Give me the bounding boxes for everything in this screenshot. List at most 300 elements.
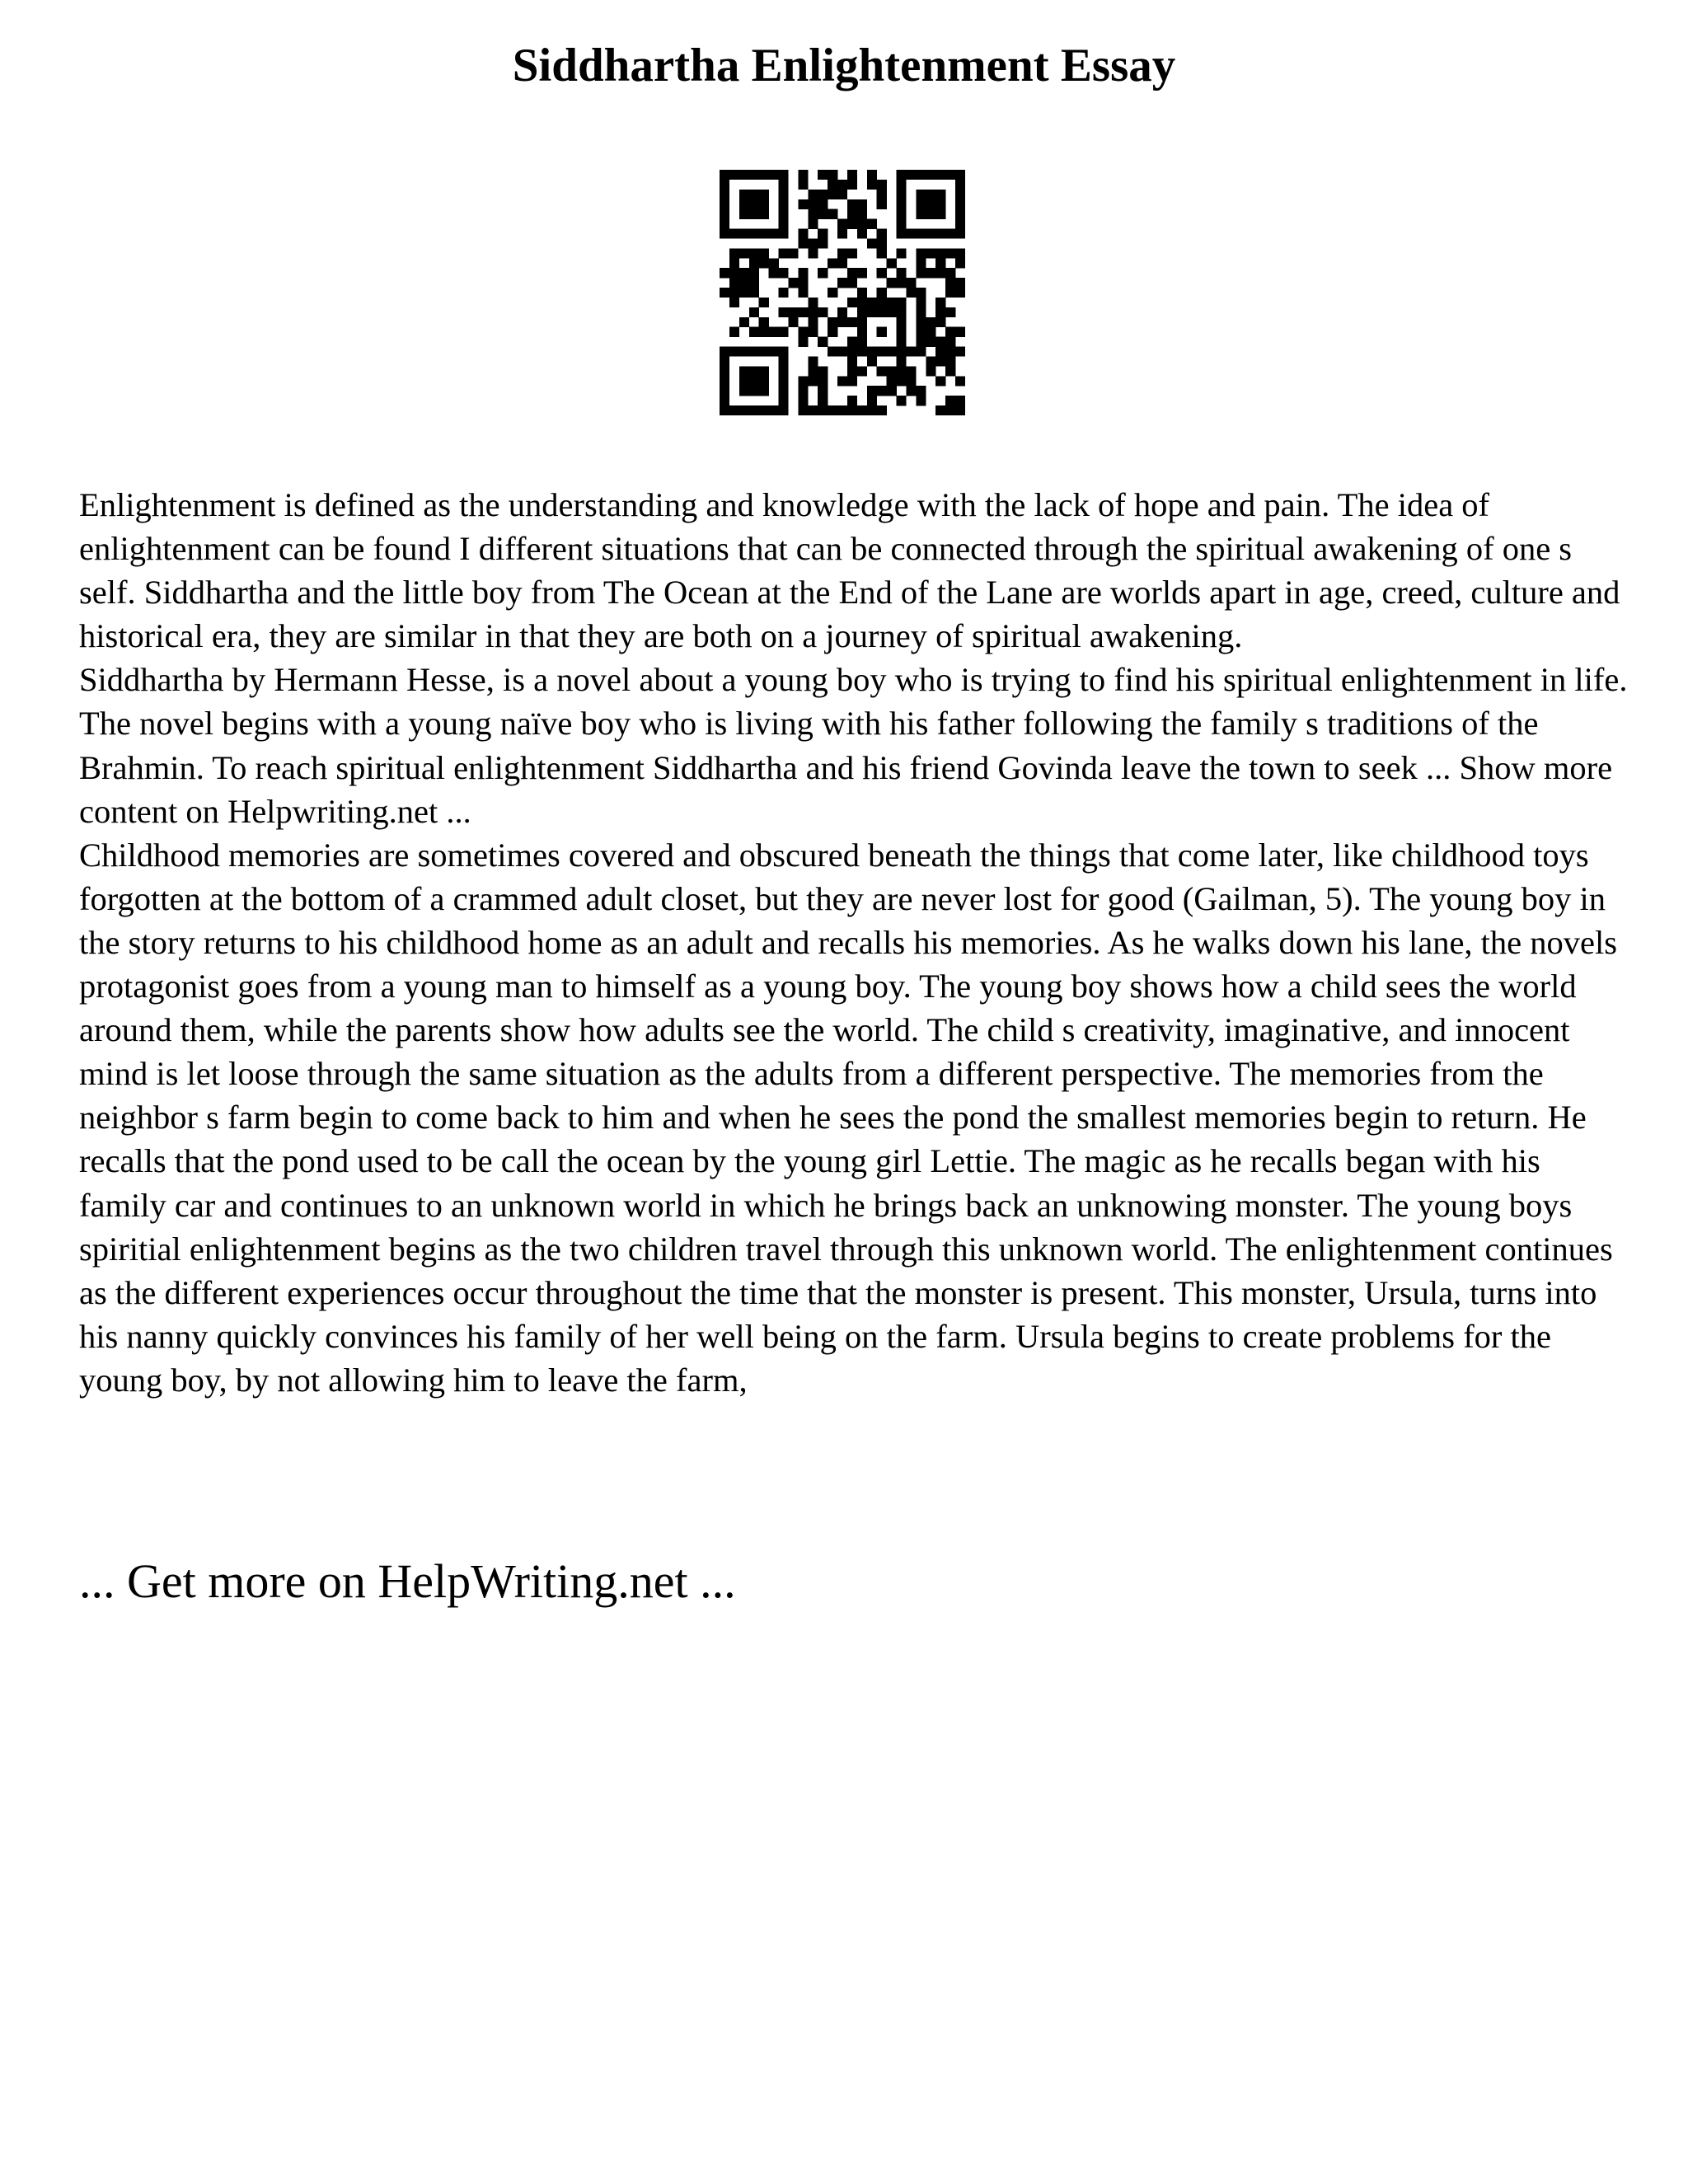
qr-module: [779, 268, 789, 278]
qr-module: [935, 405, 945, 415]
qr-module: [729, 248, 739, 258]
qr-module: [739, 209, 749, 219]
qr-module: [906, 366, 916, 376]
qr-module: [945, 337, 955, 347]
qr-module: [906, 278, 916, 288]
qr-module: [749, 327, 759, 337]
qr-module: [729, 278, 739, 288]
qr-module: [935, 199, 945, 209]
qr-module: [857, 298, 867, 307]
qr-module: [906, 288, 916, 298]
qr-module: [739, 199, 749, 209]
qr-module: [828, 405, 837, 415]
qr-module: [818, 376, 828, 386]
qr-module: [837, 258, 847, 268]
qr-module: [779, 170, 789, 180]
qr-module: [926, 170, 935, 180]
qr-module: [837, 248, 847, 258]
qr-module: [749, 248, 759, 258]
qr-module: [828, 347, 837, 357]
qr-module: [955, 190, 965, 199]
qr-module: [818, 229, 828, 239]
qr-module: [926, 268, 935, 278]
qr-module: [877, 288, 887, 298]
qr-module: [857, 405, 867, 415]
qr-module: [818, 170, 828, 180]
document-title: Siddhartha Enlightenment Essay: [512, 40, 1176, 91]
qr-module: [749, 199, 759, 209]
qr-module: [955, 288, 965, 298]
qr-module: [749, 170, 759, 180]
qr-module: [887, 386, 897, 396]
qr-module: [720, 405, 729, 415]
qr-module: [847, 405, 857, 415]
qr-module: [877, 229, 887, 239]
qr-module: [720, 268, 729, 278]
qr-module: [729, 268, 739, 278]
qr-module: [847, 376, 857, 386]
qr-module: [857, 268, 867, 278]
qr-module: [877, 405, 887, 415]
qr-module: [897, 356, 907, 366]
qr-module: [847, 219, 857, 229]
qr-module: [828, 327, 837, 337]
qr-module: [749, 307, 759, 317]
qr-module: [749, 376, 759, 386]
qr-module: [897, 337, 907, 347]
qr-module: [877, 238, 887, 248]
qr-module: [828, 209, 837, 219]
qr-module: [926, 337, 935, 347]
qr-module: [897, 376, 907, 386]
qr-module: [926, 366, 935, 376]
get-more-link[interactable]: ... Get more on HelpWriting.net ...: [79, 1554, 736, 1608]
qr-module: [935, 347, 945, 357]
qr-module: [897, 298, 907, 307]
qr-module: [935, 190, 945, 199]
qr-module: [759, 298, 769, 307]
qr-module: [916, 199, 926, 209]
qr-module: [798, 170, 808, 180]
qr-module: [720, 356, 729, 366]
qr-module: [729, 258, 739, 268]
qr-module: [897, 317, 907, 327]
qr-module: [769, 229, 779, 239]
qr-module: [749, 386, 759, 396]
qr-module: [945, 396, 955, 405]
qr-module: [916, 209, 926, 219]
qr-module: [798, 180, 808, 190]
qr-module: [867, 405, 877, 415]
qr-module: [837, 317, 847, 327]
qr-module: [847, 209, 857, 219]
qr-module: [739, 229, 749, 239]
qr-module: [916, 170, 926, 180]
qr-module: [720, 376, 729, 386]
qr-module: [818, 190, 828, 199]
qr-module: [798, 229, 808, 239]
qr-module: [857, 337, 867, 347]
qr-module: [739, 278, 749, 288]
qr-module: [749, 229, 759, 239]
qr-module: [798, 199, 808, 209]
qr-module: [720, 396, 729, 405]
qr-module: [897, 248, 907, 258]
qr-module: [926, 199, 935, 209]
qr-module: [828, 288, 837, 298]
qr-module: [779, 190, 789, 199]
qr-module: [779, 396, 789, 405]
qr-module: [857, 307, 867, 317]
qr-module: [916, 190, 926, 199]
qr-module: [818, 386, 828, 396]
qr-module: [935, 209, 945, 219]
qr-module: [945, 405, 955, 415]
qr-module: [955, 376, 965, 386]
qr-module: [749, 258, 759, 268]
qr-module: [847, 268, 857, 278]
qr-module: [779, 386, 789, 396]
qr-module: [847, 347, 857, 357]
qr-module: [769, 268, 779, 278]
qr-module: [955, 347, 965, 357]
qr-module: [897, 347, 907, 357]
qr-module: [867, 386, 877, 396]
qr-module: [759, 199, 769, 209]
qr-module: [739, 347, 749, 357]
qr-module: [955, 327, 965, 337]
qr-module: [720, 199, 729, 209]
qr-module: [857, 347, 867, 357]
qr-module: [955, 278, 965, 288]
qr-module: [808, 356, 818, 366]
qr-module: [798, 396, 808, 405]
qr-module: [897, 180, 907, 190]
qr-module: [779, 199, 789, 209]
qr-module: [945, 248, 955, 258]
qr-module: [788, 307, 798, 317]
qr-module: [867, 396, 877, 405]
qr-module: [935, 298, 945, 307]
qr-module: [897, 209, 907, 219]
qr-module: [720, 180, 729, 190]
qr-module: [916, 268, 926, 278]
qr-module: [926, 190, 935, 199]
qr-module: [955, 396, 965, 405]
qr-module: [798, 327, 808, 337]
qr-module: [739, 288, 749, 298]
qr-module: [945, 307, 955, 317]
qr-module: [867, 219, 877, 229]
qr-module: [739, 317, 749, 327]
qr-module: [749, 405, 759, 415]
qr-module: [916, 288, 926, 298]
qr-module: [867, 238, 877, 248]
qr-module: [828, 317, 837, 327]
qr-module: [877, 248, 887, 258]
qr-module: [837, 190, 847, 199]
qr-module: [857, 288, 867, 298]
qr-module: [857, 317, 867, 327]
qr-module: [955, 170, 965, 180]
qr-module: [749, 209, 759, 219]
qr-module: [769, 405, 779, 415]
qr-module: [857, 229, 867, 239]
qr-module: [945, 356, 955, 366]
qr-module: [887, 347, 897, 357]
qr-module: [759, 170, 769, 180]
qr-module: [818, 268, 828, 278]
qr-module: [887, 298, 897, 307]
qr-module: [749, 366, 759, 376]
qr-module: [867, 180, 877, 190]
qr-module: [798, 307, 808, 317]
qr-module: [769, 170, 779, 180]
qr-module: [935, 229, 945, 239]
qr-module: [935, 268, 945, 278]
qr-module: [759, 190, 769, 199]
qr-module: [857, 219, 867, 229]
qr-module: [779, 307, 789, 317]
qr-module: [935, 307, 945, 317]
qr-module: [877, 199, 887, 209]
qr-module: [739, 268, 749, 278]
qr-module: [749, 268, 759, 278]
qr-module: [818, 337, 828, 347]
qr-module: [808, 298, 818, 307]
qr-module: [916, 298, 926, 307]
qr-module: [808, 327, 818, 337]
qr-module: [926, 209, 935, 219]
qr-module: [847, 248, 857, 258]
qr-module: [867, 170, 877, 180]
qr-module: [759, 209, 769, 219]
qr-module: [779, 219, 789, 229]
qr-module: [897, 278, 907, 288]
qr-module: [759, 248, 769, 258]
qr-module: [808, 376, 818, 386]
qr-module: [798, 288, 808, 298]
qr-module: [837, 180, 847, 190]
qr-module: [798, 238, 808, 248]
qr-module: [720, 229, 729, 239]
qr-module: [837, 229, 847, 239]
qr-module: [818, 405, 828, 415]
qr-module: [720, 170, 729, 180]
qr-module: [857, 209, 867, 219]
qr-module: [769, 258, 779, 268]
qr-module: [779, 376, 789, 386]
qr-module: [808, 190, 818, 199]
qr-module: [788, 278, 798, 288]
qr-module: [926, 327, 935, 337]
qr-module: [759, 386, 769, 396]
qr-module: [955, 248, 965, 258]
qr-module: [808, 238, 818, 248]
qr-module: [916, 317, 926, 327]
qr-module: [798, 386, 808, 396]
qr-module: [906, 229, 916, 239]
qr-module: [847, 170, 857, 180]
qr-module: [749, 347, 759, 357]
qr-module: [729, 298, 739, 307]
qr-module: [759, 317, 769, 327]
qr-module: [808, 209, 818, 219]
qr-module: [906, 386, 916, 396]
qr-module: [897, 396, 907, 405]
qr-module: [935, 337, 945, 347]
qr-module: [739, 248, 749, 258]
qr-module: [877, 268, 887, 278]
qr-module: [837, 405, 847, 415]
qr-module: [945, 170, 955, 180]
qr-module: [808, 248, 818, 258]
qr-module: [916, 337, 926, 347]
qr-module: [779, 327, 789, 337]
qr-module: [955, 209, 965, 219]
qr-module: [808, 317, 818, 327]
qr-module: [887, 366, 897, 376]
qr-module: [887, 307, 897, 317]
qr-module: [877, 327, 887, 337]
qr-module: [818, 307, 828, 317]
qr-module: [945, 327, 955, 337]
qr-module: [955, 219, 965, 229]
qr-module: [837, 307, 847, 317]
qr-module: [847, 278, 857, 288]
qr-module: [926, 229, 935, 239]
qr-module: [897, 170, 907, 180]
qr-module: [906, 170, 916, 180]
qr-module: [935, 317, 945, 327]
qr-module: [779, 248, 789, 258]
qr-module: [955, 199, 965, 209]
qr-module: [749, 190, 759, 199]
qr-module: [729, 347, 739, 357]
qr-module: [739, 190, 749, 199]
qr-module: [759, 229, 769, 239]
qr-module: [759, 405, 769, 415]
qr-module: [916, 258, 926, 268]
paragraph-2: Siddhartha by Hermann Hesse, is a novel about a young boy who is trying to find his spiritual enlightenment in life. The novel begins with a young naïve boy who is living with his father following the family s traditions of the Brahmin. To reach spiritual enlightenment Siddhartha and his friend Govinda leave the town to seek ... Show more content on Helpwriting.net ...: [79, 661, 1628, 830]
qr-module: [739, 170, 749, 180]
qr-code-icon: [720, 170, 965, 415]
qr-module: [877, 180, 887, 190]
qr-module: [897, 229, 907, 239]
qr-module: [729, 288, 739, 298]
qr-module: [897, 327, 907, 337]
qr-module: [867, 356, 877, 366]
qr-module: [897, 366, 907, 376]
qr-module: [779, 229, 789, 239]
qr-module: [779, 405, 789, 415]
qr-module: [720, 288, 729, 298]
qr-module: [945, 268, 955, 278]
qr-module: [720, 366, 729, 376]
qr-module: [935, 258, 945, 268]
qr-module: [720, 209, 729, 219]
qr-module: [857, 327, 867, 337]
qr-module: [916, 396, 926, 405]
qr-module: [877, 347, 887, 357]
qr-module: [759, 327, 769, 337]
qr-module: [739, 405, 749, 415]
qr-module: [720, 219, 729, 229]
qr-module: [759, 366, 769, 376]
qr-module: [729, 405, 739, 415]
qr-module: [788, 248, 798, 258]
qr-module: [739, 376, 749, 386]
qr-module: [808, 219, 818, 229]
qr-module: [916, 229, 926, 239]
qr-module: [906, 347, 916, 357]
qr-module: [887, 258, 897, 268]
qr-module: [867, 347, 877, 357]
qr-module: [887, 376, 897, 386]
qr-module: [935, 376, 945, 386]
qr-module: [828, 190, 837, 199]
qr-module: [818, 366, 828, 376]
qr-module: [916, 347, 926, 357]
qr-module: [798, 268, 808, 278]
qr-module: [779, 288, 789, 298]
qr-module: [779, 209, 789, 219]
qr-module: [759, 258, 769, 268]
qr-module: [897, 190, 907, 199]
qr-module: [926, 356, 935, 366]
qr-module: [769, 347, 779, 357]
qr-module: [779, 356, 789, 366]
qr-module: [945, 366, 955, 376]
qr-module: [926, 248, 935, 258]
qr-module: [945, 288, 955, 298]
qr-module: [847, 317, 857, 327]
qr-module: [818, 199, 828, 209]
qr-module: [759, 347, 769, 357]
qr-module: [720, 190, 729, 199]
qr-module: [779, 366, 789, 376]
qr-module: [935, 248, 945, 258]
qr-module: [935, 356, 945, 366]
qr-module: [837, 278, 847, 288]
qr-module: [818, 396, 828, 405]
qr-module: [877, 190, 887, 199]
qr-module: [798, 376, 808, 386]
qr-module: [867, 298, 877, 307]
qr-module: [877, 386, 887, 396]
paragraph-3: Childhood memories are sometimes covered and obscured beneath the things that come later, like childhood toys forgotten at the bottom of a crammed adult closet, but they are never lost for good (Gailman, 5). The young boy in the story returns to his childhood home as an adult and recalls his memories. As he walks down his lane, the novels protagonist goes from a young man to himself as a young boy. The young boy shows how a child sees the world around them, while the parents show how adults see the world. The child s creativity, imaginative, and innocent mind is let loose through the same situation as the adults from a different perspective. The memories from the neighbor s farm begin to come back to him and when he sees the pond the smallest memories begin to return. He recalls that the pond used to be call the ocean by the young girl Lettie. The magic as he recalls began with his family car and continues to an unknown world in which he brings back an unknowing monster. The young boys spiritial enlightenment begins as the two children travel through this unknown world. The enlightenment continues as the different experiences occur throughout the time that the monster is present. This monster, Ursula, turns into his nanny quickly convinces his family of her well being on the farm. Ursula begins to create problems for the young boy, by not allowing him to leave the farm,: [79, 836, 1618, 1399]
qr-module: [857, 366, 867, 376]
qr-module: [877, 366, 887, 376]
qr-module: [808, 366, 818, 376]
qr-module: [808, 307, 818, 317]
qr-module: [847, 356, 857, 366]
qr-module: [818, 209, 828, 219]
qr-module: [729, 170, 739, 180]
qr-module: [749, 288, 759, 298]
qr-module: [808, 405, 818, 415]
qr-module: [779, 347, 789, 357]
qr-module: [857, 199, 867, 209]
qr-module: [837, 219, 847, 229]
qr-module: [847, 298, 857, 307]
qr-module: [847, 396, 857, 405]
qr-module: [828, 170, 837, 180]
qr-module: [955, 258, 965, 268]
qr-module: [749, 278, 759, 288]
qr-module: [779, 180, 789, 190]
qr-module: [887, 278, 897, 288]
